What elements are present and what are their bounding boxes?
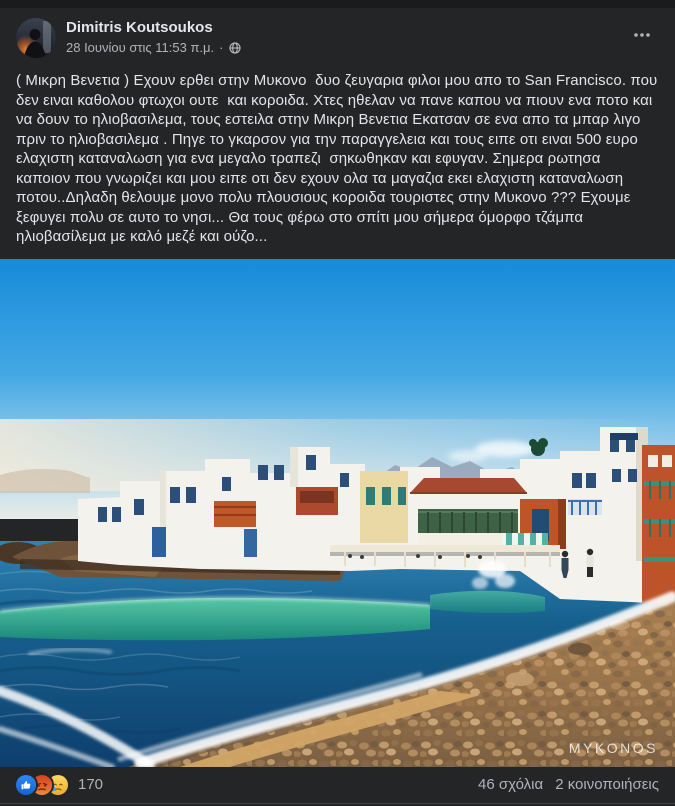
post-timestamp[interactable]: 28 Ιουνίου στις 11:53 π.μ.: [66, 40, 215, 55]
orange-building-right: [642, 445, 675, 603]
author-name[interactable]: Dimitris Koutsoukos: [66, 19, 213, 36]
engagement-bar: [0, 767, 675, 803]
like-reaction-icon[interactable]: [16, 775, 36, 795]
blue-rail-balcony: [568, 499, 602, 515]
more-options-button[interactable]: [625, 18, 659, 52]
little-venice-mykonos-photo: [0, 259, 675, 767]
avatar[interactable]: [16, 18, 56, 58]
post-meta[interactable]: [66, 40, 625, 56]
photo-watermark: MYKONOS: [568, 739, 658, 756]
post-body-text: ( Μικρη Βενετια ) Εχουν ερθει στην Μυκονο δυο ζευγαρια φιλοι μου απο το San Francisco. που δεν ειναι καθολου φτωχοι ουτε και κοροιδα. Χτες ηθελαν να πανε καπου να πιουν ενα ποτο και να δουν το ηλιοβασιλεμα, τους εστειλα στην Μικρη Βενετια Εκατσαν σε ενα απο τα μπαρ λιγο πριν το ηλιοβασιλεμα . Πηγε το γκαρσον για την παραγγελεια και τους ειπε οτι ειναι 500 ευρο ελαχιστη καταναλωση για ενα μεγαλο τραπεζι σηκωθηκαν και εφυγαν. Σημερα ρωτησα καποιον που γνωριζει και μου ειπε οτι δεν εχουν ολα τα μαγαζια εκει ελαχιστη καταναλωση ποτου..Δηλαδη θελουμε μονο πολυ πλουσιους κοροιδα τουριστες στην Μυκονο ??? Εχουμε ξεφυγει πολυ σε αυτο το νησι... Θα τους φέρω στο σπίτι μου σήμερα όμορφο τζάμπα ηλιοβασίλεμα με καλό μεζέ και ούζο...: [16, 72, 662, 245]
facebook-post: [0, 8, 675, 804]
comments-shares: [478, 776, 659, 793]
divider: [0, 803, 675, 804]
shares-count[interactable]: 2 κοινοποιήσεις: [555, 776, 659, 793]
ellipsis-icon: [634, 33, 650, 37]
comments-count[interactable]: 46 σχόλια: [478, 776, 544, 793]
meta-separator: ·: [219, 40, 224, 55]
reaction-count[interactable]: 170: [78, 776, 104, 793]
post-header: [0, 8, 675, 62]
tan-building: [360, 471, 408, 543]
reactions-group[interactable]: [16, 775, 103, 795]
striped-awning: [502, 533, 548, 545]
avatar-sunset-photo: [16, 18, 56, 58]
orange-balcony-left: [214, 501, 256, 527]
red-balcony: [296, 487, 338, 515]
header-text: [66, 18, 625, 56]
window-top-strip: [0, 0, 675, 8]
post-photo[interactable]: [0, 259, 675, 767]
blue-door: [152, 527, 166, 557]
globe-icon: [229, 42, 241, 54]
